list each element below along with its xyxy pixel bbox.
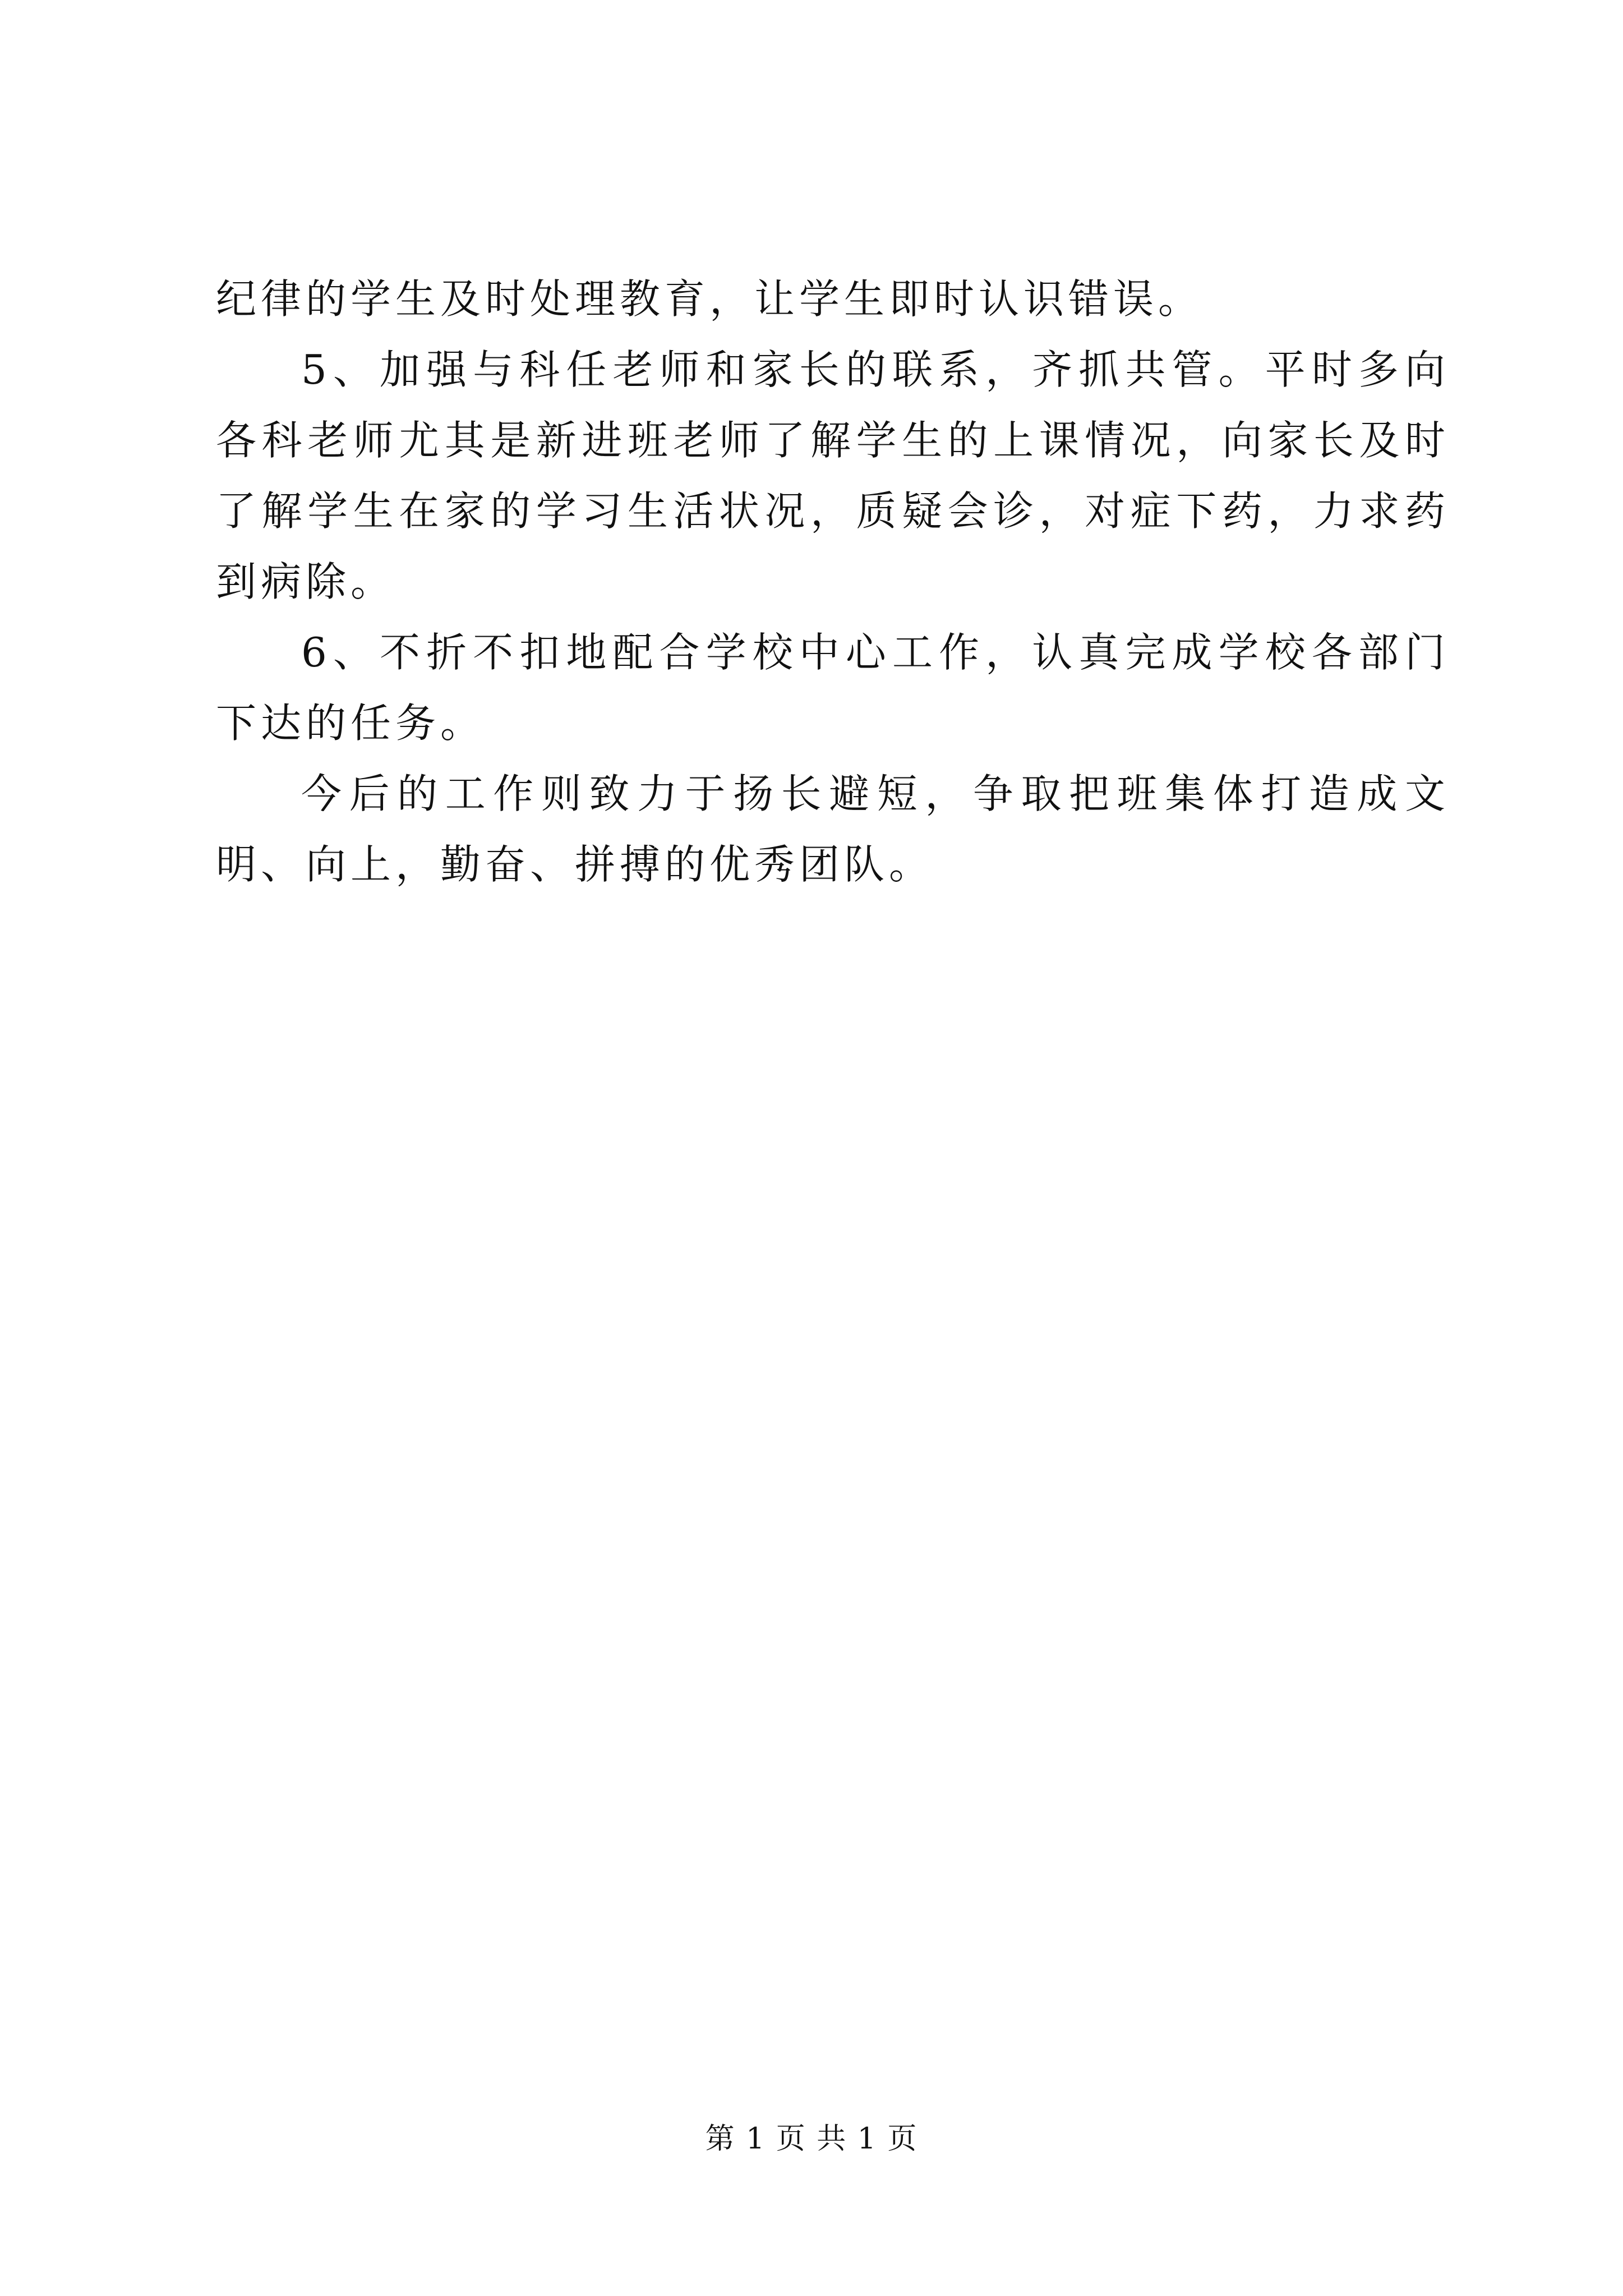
document-body [216,264,1450,900]
paragraph-conclusion: 今后的工作则致力于扬长避短，争取把班集体打造成文明、向上，勤奋、拼搏的优秀团队。 [216,770,1450,888]
paragraph-continuation: 纪律的学生及时处理教育，让学生即时认识错误。 [216,275,1204,323]
paragraph-item-5: 5、加强与科任老师和家长的联系，齐抓共管。平时多向各科老师尤其是新进班老师了解学生的上课情况，向家长及时了解学生在家的学习生活状况，质疑会诊，对症下药，力求药到病除。 [216,346,1450,605]
paragraph-item-6: 6、不折不扣地配合学校中心工作，认真完成学校各部门下达的任务。 [216,629,1450,747]
page-footer: 第 1 页 共 1 页 [705,2122,918,2156]
